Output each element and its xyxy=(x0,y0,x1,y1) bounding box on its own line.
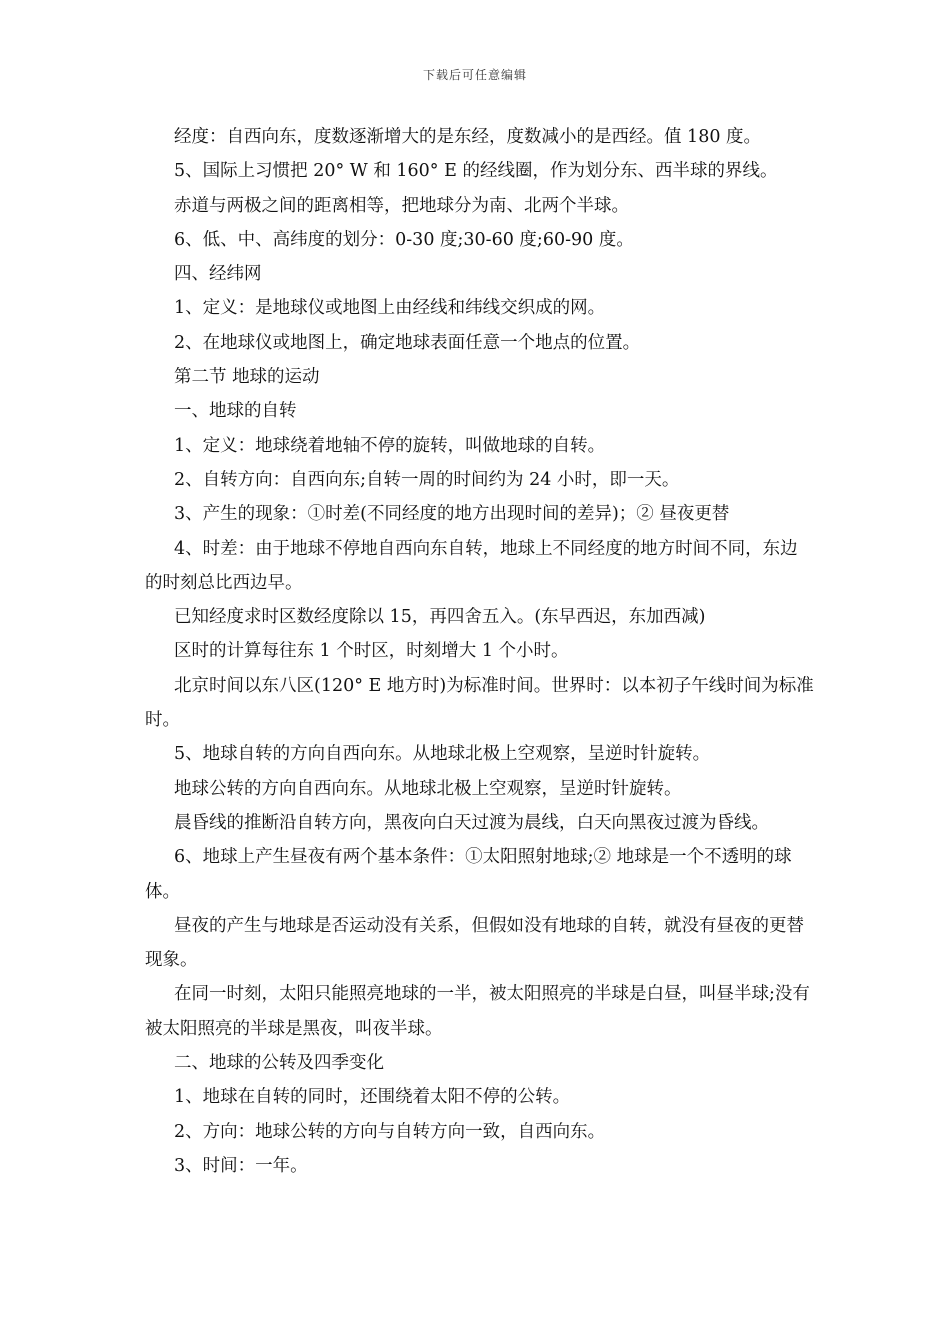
paragraph: 在同一时刻，太阳只能照亮地球的一半，被太阳照亮的半球是白昼，叫昼半球;没有被太阳照亮的半球是黑夜，叫夜半球。 xyxy=(145,984,810,1039)
paragraph: 3、时间：一年。 xyxy=(174,1155,308,1176)
paragraph: 北京时间以东八区(120° E 地方时)为标准时间。世界时：以本初子午线时间为标准时。 xyxy=(145,675,814,731)
section-heading: 一、地球的自转 xyxy=(174,401,297,422)
section-heading: 第二节 地球的运动 xyxy=(174,367,320,388)
paragraph: 5、国际上习惯把 20° W 和 160° E 的经线圈，作为划分东、西半球的界线。 xyxy=(174,161,778,182)
page-header: 下载后可任意编辑 xyxy=(422,68,527,82)
paragraph: 4、时差：由于地球不停地自西向东自转，地球上不同经度的地方时间不同，东边的时刻总比西边早。 xyxy=(145,538,798,593)
paragraph: 经度：自西向东，度数逐渐增大的是东经，度数减小的是西经。值 180 度。 xyxy=(174,127,762,147)
paragraph: 2、方向：地球公转的方向与自转方向一致，自西向东。 xyxy=(174,1121,606,1142)
section-heading: 二、地球的公转及四季变化 xyxy=(174,1053,384,1074)
paragraph: 5、地球自转的方向自西向东。从地球北极上空观察，呈逆时针旋转。 xyxy=(174,744,711,765)
document-body xyxy=(145,120,815,1183)
paragraph: 3、产生的现象：①时差(不同经度的地方出现时间的差异)；② 昼夜更替 xyxy=(174,504,730,525)
paragraph: 2、在地球仪或地图上，确定地球表面任意一个地点的位置。 xyxy=(174,332,641,353)
paragraph: 1、定义：是地球仪或地图上由经线和纬线交织成的网。 xyxy=(174,298,606,319)
paragraph: 6、低、中、高纬度的划分：0-30 度;30-60 度;60-90 度。 xyxy=(174,229,634,250)
paragraph: 1、定义：地球绕着地轴不停的旋转，叫做地球的自转。 xyxy=(174,435,606,456)
paragraph: 赤道与两极之间的距离相等，把地球分为南、北两个半球。 xyxy=(174,195,629,216)
paragraph: 已知经度求时区数经度除以 15，再四舍五入。(东早西迟，东加西减) xyxy=(174,607,706,628)
paragraph: 1、地球在自转的同时，还围绕着太阳不停的公转。 xyxy=(174,1087,571,1108)
paragraph: 地球公转的方向自西向东。从地球北极上空观察，呈逆时针旋转。 xyxy=(174,778,682,799)
section-heading: 四、经纬网 xyxy=(174,264,262,285)
paragraph: 2、自转方向：自西向东;自转一周的时间约为 24 小时，即一天。 xyxy=(174,469,680,490)
paragraph: 区时的计算每往东 1 个时区，时刻增大 1 个小时。 xyxy=(174,641,569,662)
paragraph: 昼夜的产生与地球是否运动没有关系，但假如没有地球的自转，就没有昼夜的更替现象。 xyxy=(145,915,804,971)
paragraph: 6、地球上产生昼夜有两个基本条件：①太阳照射地球;② 地球是一个不透明的球体。 xyxy=(145,847,792,902)
paragraph: 晨昏线的推断沿自转方向，黑夜向白天过渡为晨线，白天向黑夜过渡为昏线。 xyxy=(174,812,769,833)
